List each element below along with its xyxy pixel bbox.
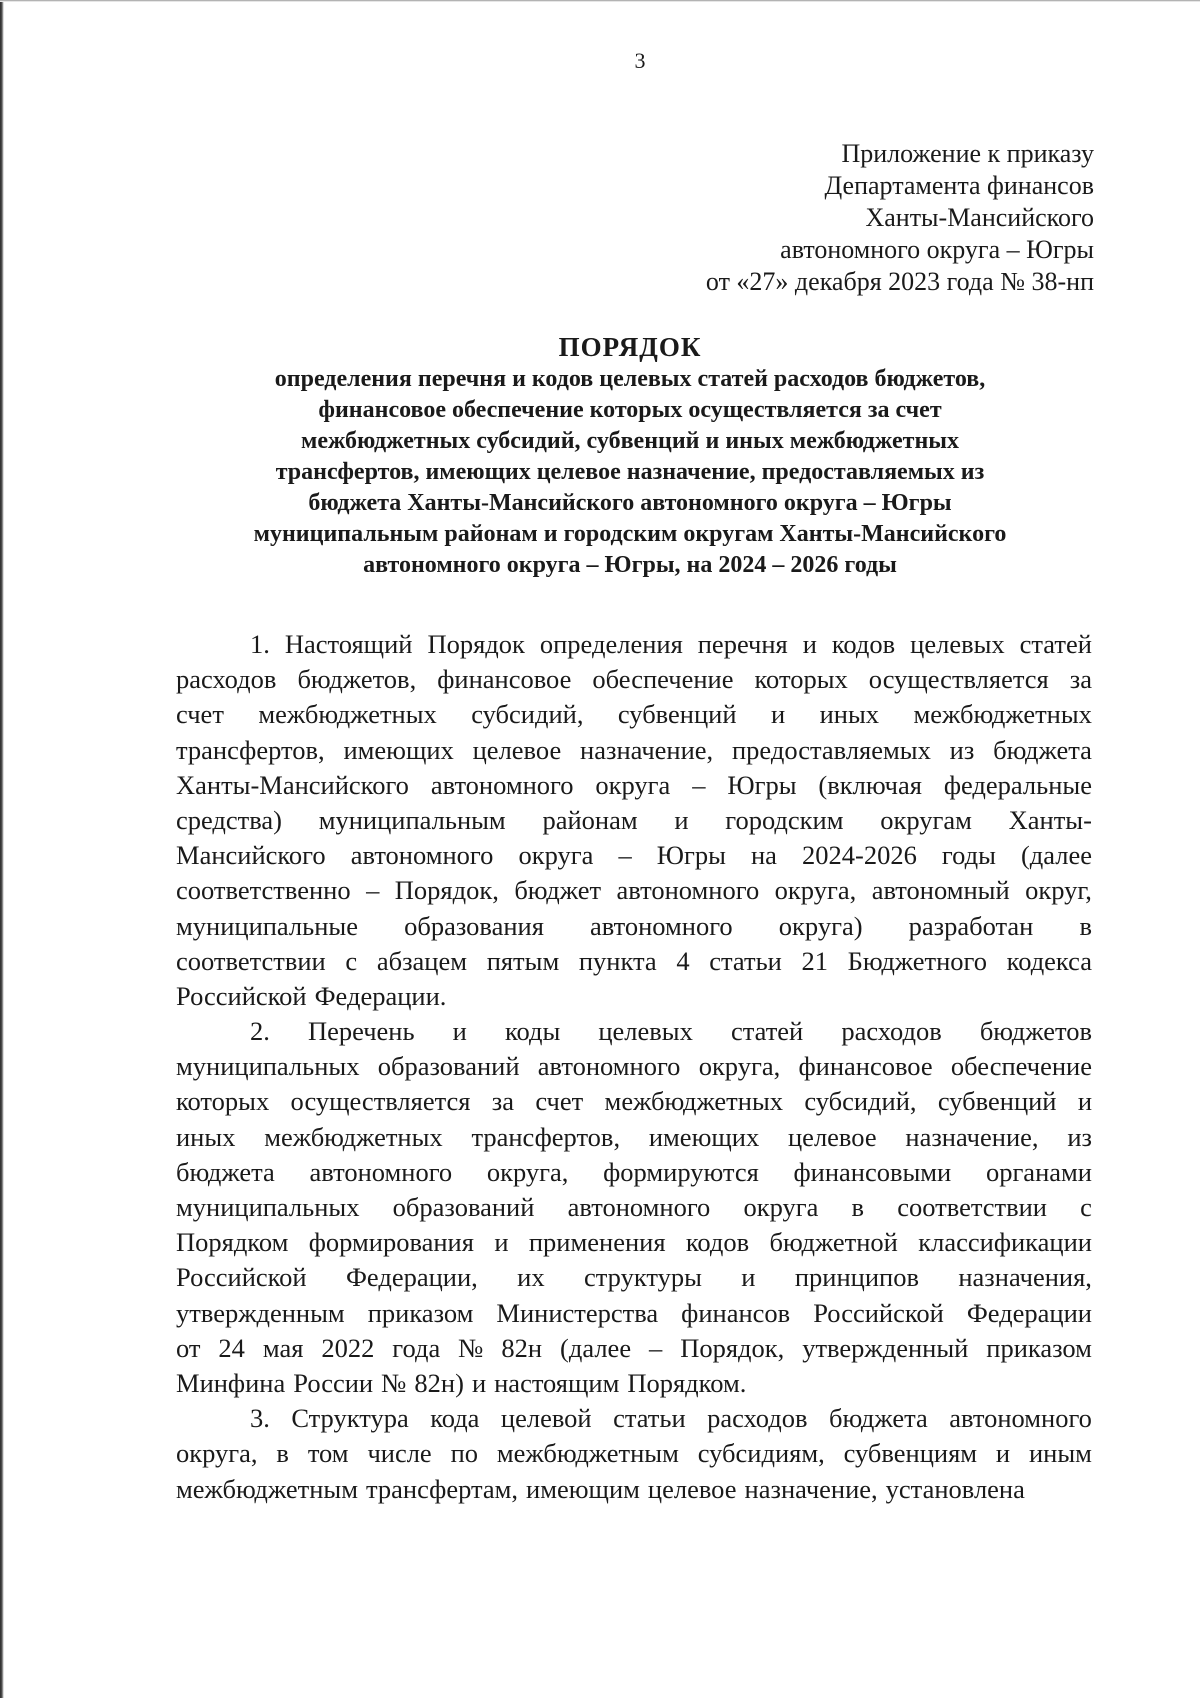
document-body — [176, 627, 1092, 1507]
appendix-caption-line: Приложение к приказу — [841, 139, 1094, 168]
scan-edge-shadow — [0, 0, 4, 1698]
paragraph-line: Российской Федерации, их структуры и принципов назначения, — [176, 1262, 1092, 1293]
paragraph-line: бюджета автономного округа, формируются финансовыми органами — [176, 1156, 1092, 1187]
paragraph-line: Минфина России № 82н) и настоящим Порядком. — [176, 1367, 747, 1398]
appendix-caption — [574, 138, 1094, 298]
appendix-caption-line: Департамента финансов — [824, 171, 1094, 200]
paragraph-line: Российской Федерации. — [176, 980, 447, 1011]
paragraph-line: которых осуществляется за счет межбюджетных субсидий, субвенций и — [176, 1086, 1092, 1117]
title-line: финансовое обеспечение которых осуществляется за счет — [318, 397, 942, 423]
paragraph-line: 1. Настоящий Порядок определения перечня и кодов целевых статей — [250, 629, 1092, 659]
paragraph-line: 3. Структура кода целевой статьи расходов бюджета автономного — [250, 1403, 1092, 1434]
title-line: бюджета Ханты-Мансийского автономного округа – Югры — [308, 490, 952, 516]
paragraph-line: соответственно – Порядок, бюджет автономного округа, автономный округ, — [176, 875, 1092, 906]
paragraph-line: трансфертов, имеющих целевое назначение, предоставляемых из бюджета — [176, 734, 1092, 765]
paragraph-line: округа, в том числе по межбюджетным субсидиям, субвенциям и иным — [176, 1438, 1092, 1469]
paragraph-line: иных межбюджетных трансфертов, имеющих целевое назначение, из — [176, 1121, 1092, 1152]
paragraph-line: межбюджетным трансфертам, имеющим целевое назначение, установлена — [176, 1473, 1025, 1504]
title-line: межбюджетных субсидий, субвенций и иных межбюджетных — [300, 428, 960, 454]
scan-top-edge — [0, 0, 1200, 2]
page-number: 3 — [634, 48, 646, 73]
title-heading: ПОРЯДОК — [558, 332, 702, 362]
document-title — [160, 330, 1100, 581]
appendix-caption-line: Ханты-Мансийского — [865, 203, 1094, 232]
paragraph-line: Ханты-Мансийского автономного округа – Югры (включая федеральные — [176, 769, 1092, 800]
title-line: определения перечня и кодов целевых статей расходов бюджетов, — [274, 366, 986, 392]
appendix-caption-line: от «27» декабря 2023 года № 38-нп — [705, 267, 1094, 296]
paragraph-line: расходов бюджетов, финансовое обеспечение которых осуществляется за — [176, 664, 1092, 695]
paragraph-line: утвержденным приказом Министерства финансов Российской Федерации — [176, 1297, 1092, 1328]
title-line: муниципальным районам и городским округам Ханты-Мансийского — [253, 521, 1007, 547]
title-line: трансфертов, имеющих целевое назначение, предоставляемых из — [275, 459, 985, 485]
paragraph-line: счет межбюджетных субсидий, субвенций и иных межбюджетных — [176, 699, 1092, 730]
paragraph-line: 2. Перечень и коды целевых статей расходов бюджетов — [250, 1016, 1092, 1047]
paragraph-line: Порядком формирования и применения кодов бюджетной классификации — [176, 1227, 1092, 1258]
paragraph-1 — [176, 627, 1092, 1014]
paragraph-line: средства) муниципальным районам и городским округам Ханты- — [176, 804, 1092, 835]
paragraph-line: от 24 мая 2022 года № 82н (далее – Порядок, утвержденный приказом — [176, 1332, 1092, 1363]
appendix-caption-line: автономного округа – Югры — [780, 235, 1094, 264]
paragraph-line: Мансийского автономного округа – Югры на 2024-2026 годы (далее — [176, 840, 1092, 871]
paragraph-3 — [176, 1401, 1092, 1507]
paragraph-line: соответствии с абзацем пятым пункта 4 статьи 21 Бюджетного кодекса — [176, 945, 1092, 976]
paragraph-line: муниципальных образований автономного округа, финансовое обеспечение — [176, 1051, 1092, 1082]
title-line: автономного округа – Югры, на 2024 – 2026 годы — [363, 552, 897, 578]
paragraph-2 — [176, 1014, 1092, 1401]
paragraph-line: муниципальные образования автономного округа) разработан в — [176, 910, 1092, 941]
paragraph-line: муниципальных образований автономного округа в соответствии с — [176, 1192, 1092, 1222]
